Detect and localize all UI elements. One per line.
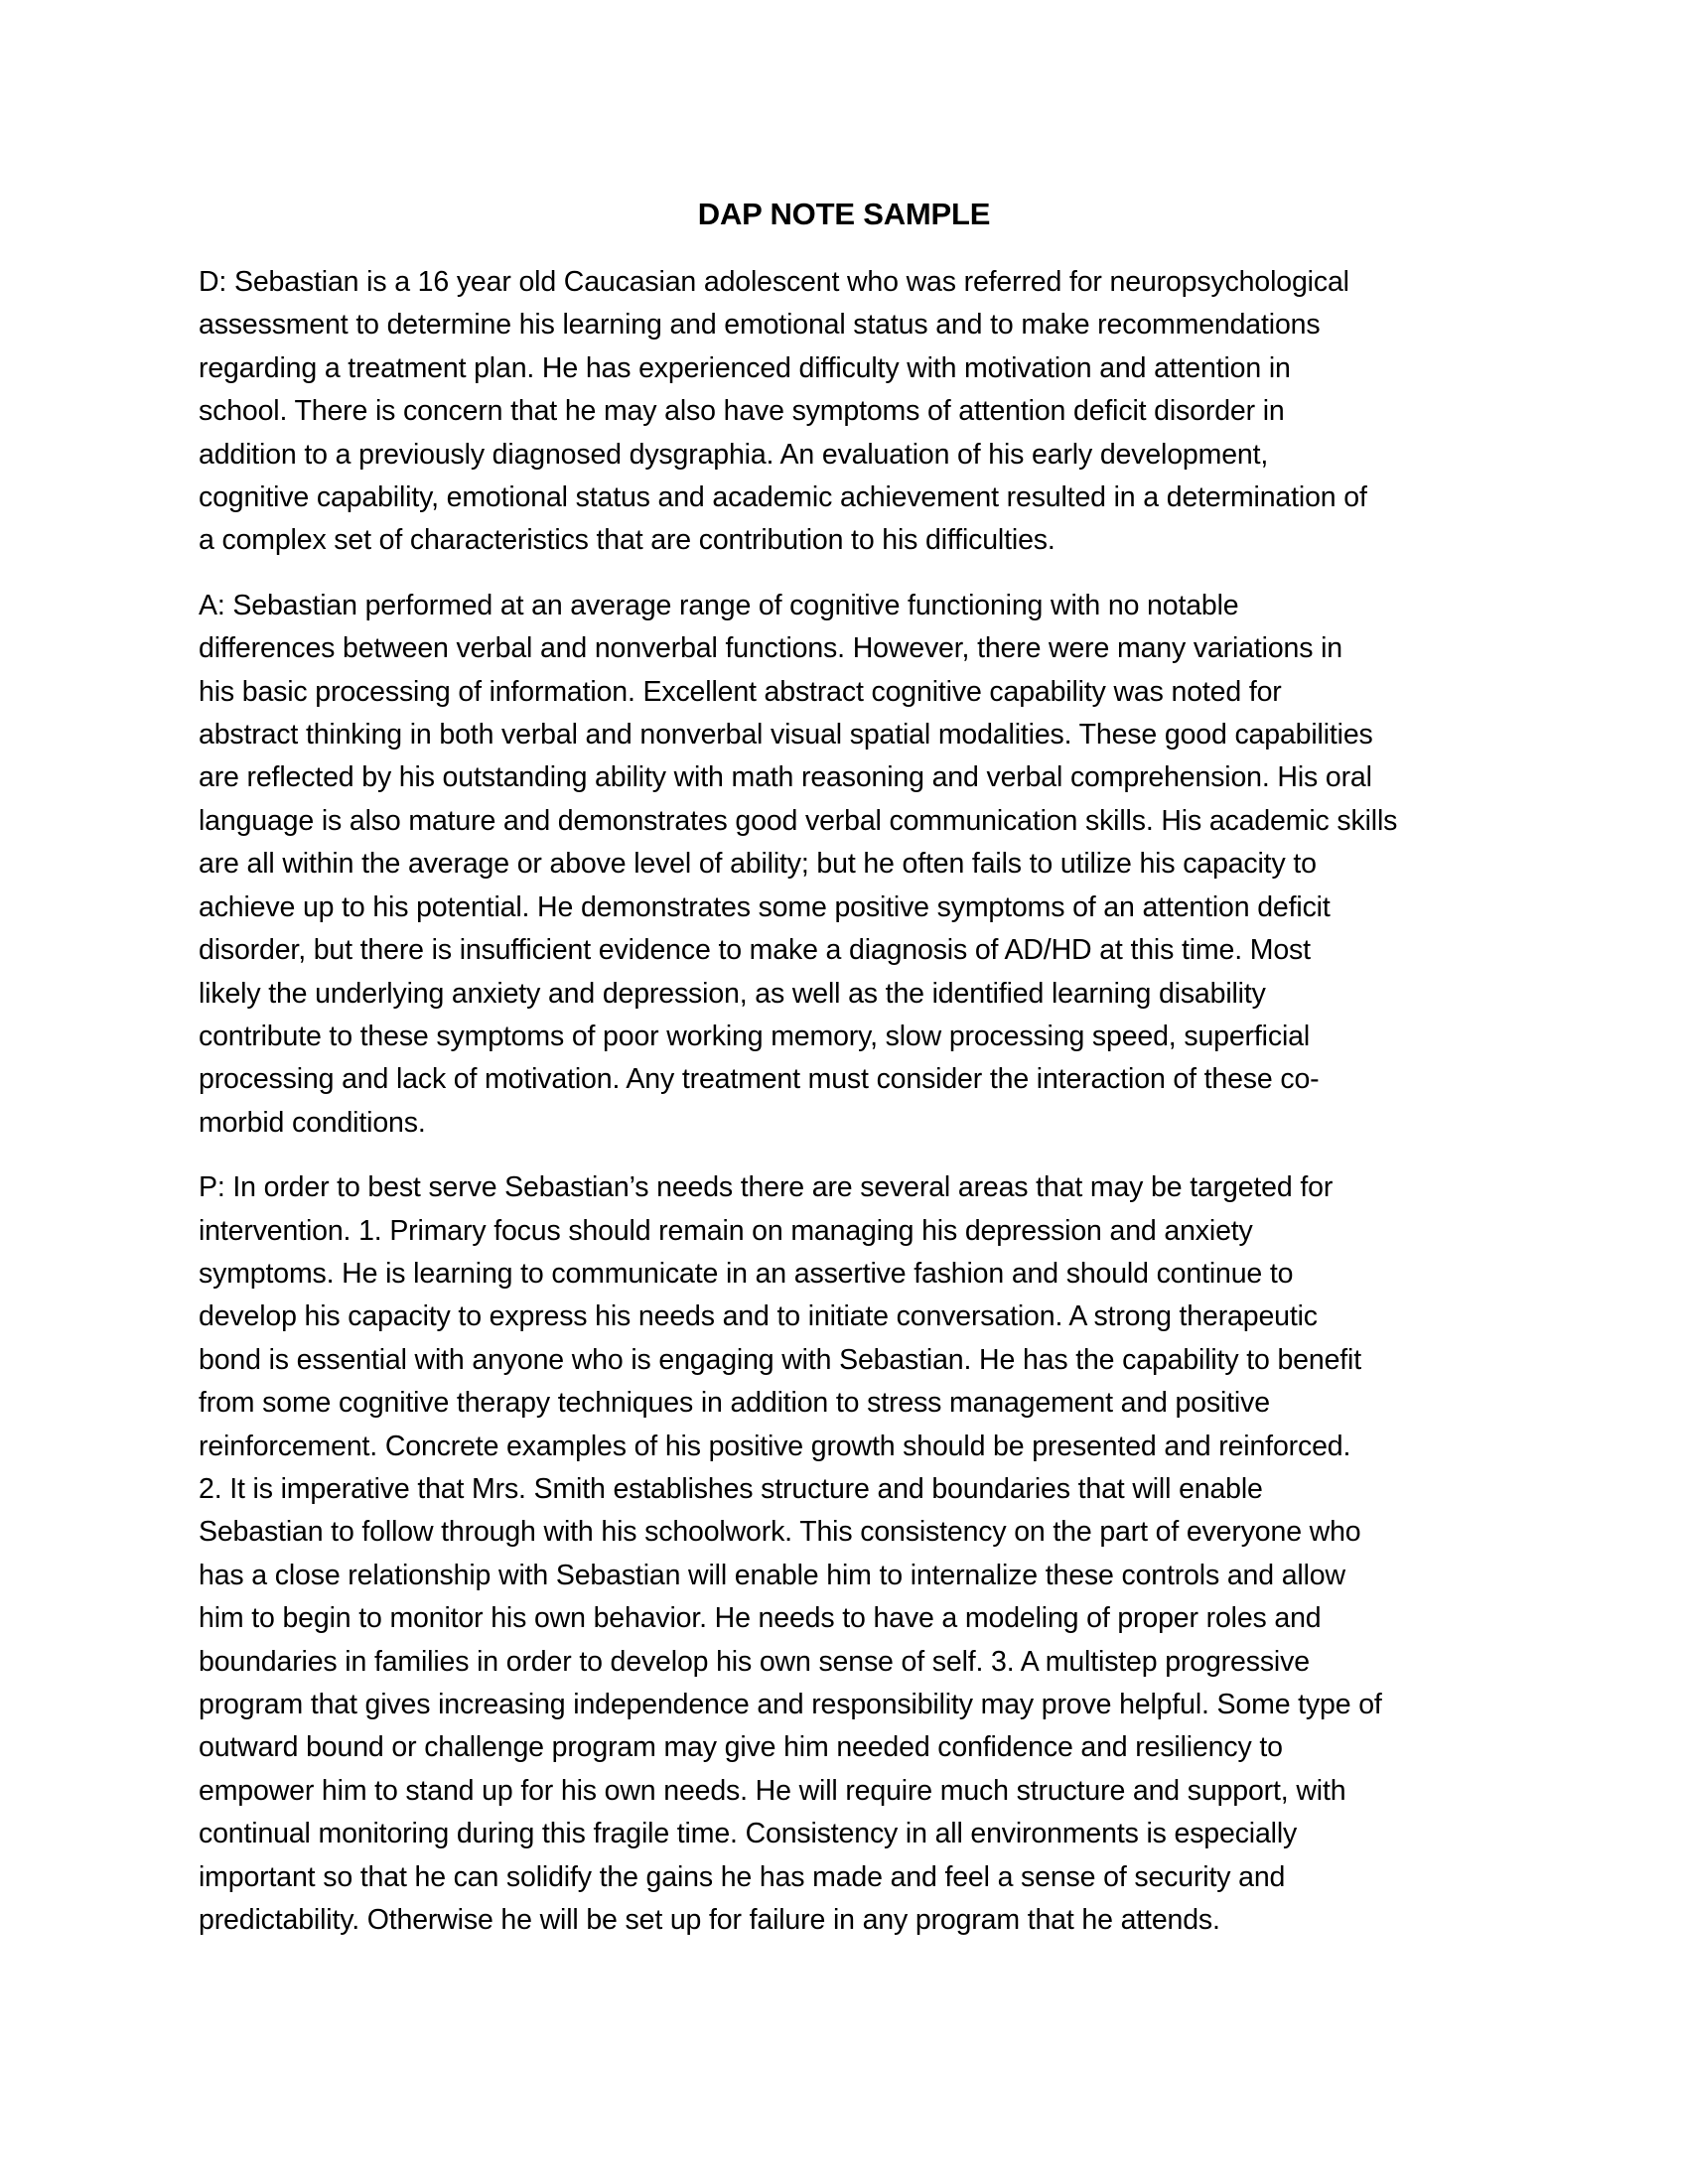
- section-assessment: [199, 585, 1489, 1145]
- text-line: outward bound or challenge program may give him needed confidence and resiliency to: [199, 1731, 1283, 1764]
- text-line: continual monitoring during this fragile time. Consistency in all environments is especially: [199, 1818, 1298, 1850]
- text-line: P: In order to best serve Sebastian’s needs there are several areas that may be targeted for: [199, 1171, 1334, 1204]
- text-line: empower him to stand up for his own needs. He will require much structure and support, with: [199, 1774, 1346, 1807]
- text-line: likely the underlying anxiety and depression, as well as the identified learning disability: [199, 977, 1266, 1010]
- section-data: [199, 261, 1489, 563]
- document-content: [199, 189, 1489, 1964]
- text-line: A: Sebastian performed at an average range of cognitive functioning with no notable: [199, 589, 1239, 621]
- text-line: differences between verbal and nonverbal functions. However, there were many variations in: [199, 632, 1342, 665]
- text-line: symptoms. He is learning to communicate in an assertive fashion and should continue to: [199, 1257, 1294, 1290]
- text-line: abstract thinking in both verbal and nonverbal visual spatial modalities. These good capabilities: [199, 719, 1373, 751]
- text-line: boundaries in families in order to develop his own sense of self. 3. A multistep progressive: [199, 1645, 1310, 1678]
- text-line: regarding a treatment plan. He has experienced difficulty with motivation and attention in: [199, 351, 1291, 384]
- text-line: predictability. Otherwise he will be set up for failure in any program that he attends.: [199, 1904, 1220, 1937]
- text-line: a complex set of characteristics that are contribution to his difficulties.: [199, 524, 1055, 557]
- text-line: achieve up to his potential. He demonstrates some positive symptoms of an attention deficit: [199, 890, 1331, 923]
- text-line: addition to a previously diagnosed dysgraphia. An evaluation of his early development,: [199, 438, 1269, 471]
- text-line: has a close relationship with Sebastian will enable him to internalize these controls and allow: [199, 1559, 1345, 1591]
- text-line: disorder, but there is insufficient evidence to make a diagnosis of AD/HD at this time. Most: [199, 934, 1311, 967]
- text-line: reinforcement. Concrete examples of his positive growth should be presented and reinforced.: [199, 1430, 1351, 1462]
- text-line: are all within the average or above level of ability; but he often fails to utilize his capacity to: [199, 848, 1317, 881]
- text-line: morbid conditions.: [199, 1106, 426, 1139]
- text-line: intervention. 1. Primary focus should remain on managing his depression and anxiety: [199, 1214, 1253, 1247]
- text-line: are reflected by his outstanding ability with math reasoning and verbal comprehension. His oral: [199, 761, 1372, 794]
- text-line: Sebastian to follow through with his schoolwork. This consistency on the part of everyone who: [199, 1516, 1361, 1549]
- text-line: contribute to these symptoms of poor working memory, slow processing speed, superficial: [199, 1020, 1311, 1052]
- text-line: assessment to determine his learning and emotional status and to make recommendations: [199, 309, 1321, 341]
- text-line: 2. It is imperative that Mrs. Smith establishes structure and boundaries that will enable: [199, 1472, 1263, 1505]
- text-line: cognitive capability, emotional status and academic achievement resulted in a determination of: [199, 481, 1367, 514]
- document-body: [199, 261, 1489, 1942]
- text-line: his basic processing of information. Excellent abstract cognitive capability was noted for: [199, 675, 1282, 708]
- text-line: processing and lack of motivation. Any treatment must consider the interaction of these co-: [199, 1063, 1320, 1096]
- document-title: DAP NOTE SAMPLE: [697, 197, 991, 231]
- text-line: D: Sebastian is a 16 year old Caucasian adolescent who was referred for neuropsychological: [199, 266, 1349, 298]
- text-line: important so that he can solidify the gains he has made and feel a sense of security and: [199, 1860, 1286, 1893]
- text-line: language is also mature and demonstrates good verbal communication skills. His academic skills: [199, 804, 1398, 837]
- text-line: school. There is concern that he may also have symptoms of attention deficit disorder in: [199, 395, 1285, 428]
- text-line: from some cognitive therapy techniques in addition to stress management and positive: [199, 1387, 1270, 1420]
- text-line: program that gives increasing independence and responsibility may prove helpful. Some type of: [199, 1689, 1382, 1720]
- section-plan: [199, 1166, 1489, 1942]
- text-line: him to begin to monitor his own behavior. He needs to have a modeling of proper roles and: [199, 1602, 1322, 1635]
- text-line: develop his capacity to express his needs and to initiate conversation. A strong therapeutic: [199, 1300, 1318, 1333]
- text-line: bond is essential with anyone who is engaging with Sebastian. He has the capability to benefit: [199, 1343, 1361, 1376]
